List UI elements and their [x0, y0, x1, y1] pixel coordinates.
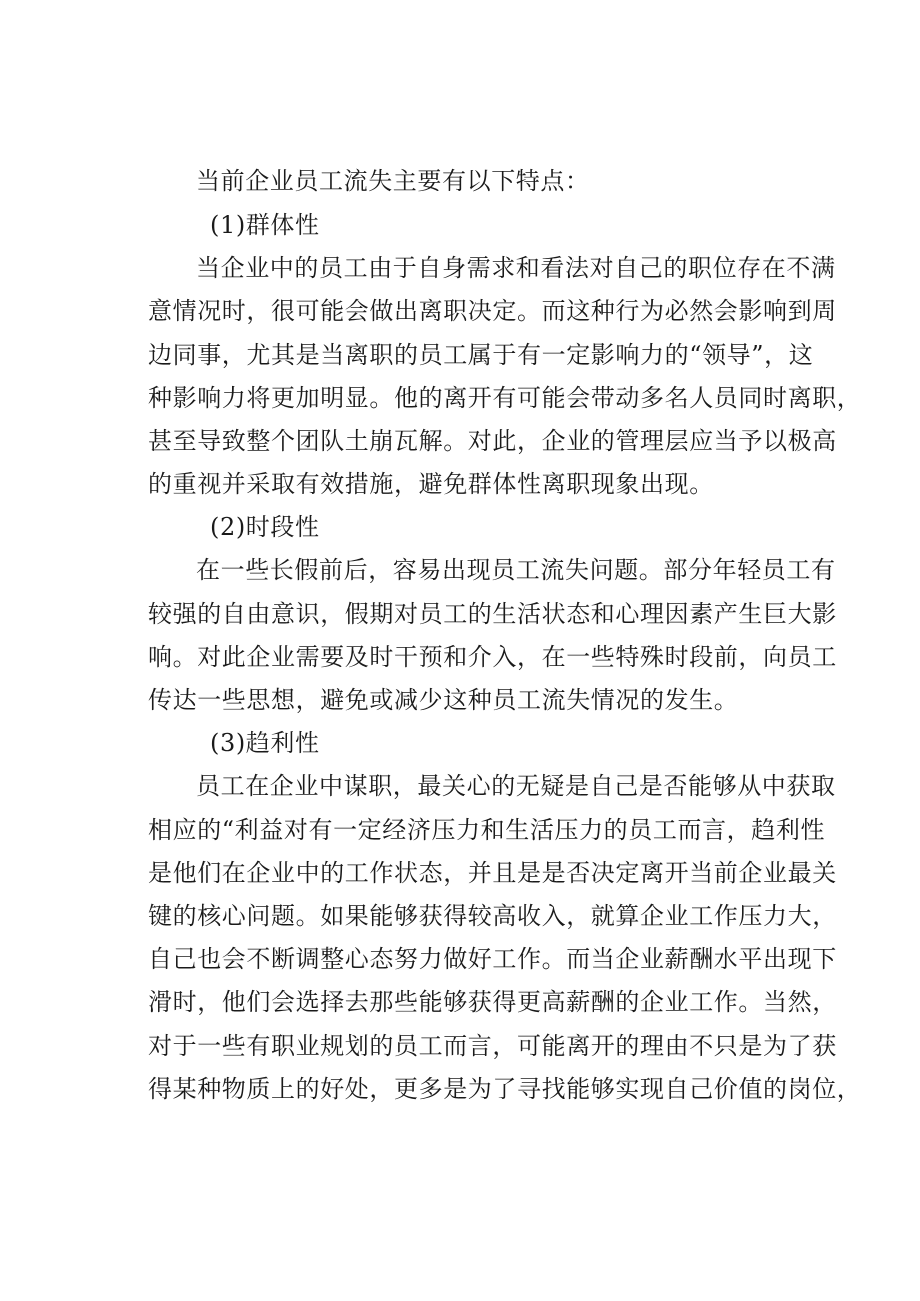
section-heading-profit: (3)趋利性 — [210, 729, 320, 757]
paragraph-line: 较强的自由意识，假期对员工的生活状态和心理因素产生巨大影 — [148, 600, 837, 628]
intro-paragraph: 当前企业员工流失主要有以下特点： — [196, 167, 590, 195]
paragraph-line: 在一些长假前后，容易出现员工流失问题。部分年轻员工有 — [196, 556, 836, 584]
paragraph-line: 对于一些有职业规划的员工而言，可能离开的理由不只是为了获 — [148, 1032, 837, 1060]
paragraph-line: 是他们在企业中的工作状态，并且是是否决定离开当前企业最关 — [148, 859, 837, 887]
paragraph-line: 甚至导致整个团队土崩瓦解。对此，企业的管理层应当予以极高 — [148, 427, 837, 455]
paragraph-line: 键的核心问题。如果能够获得较高收入，就算企业工作压力大， — [148, 902, 837, 930]
paragraph-line: 意情况时，很可能会做出离职决定。而这种行为必然会影响到周 — [148, 297, 837, 325]
paragraph-line: 的重视并采取有效措施，避免群体性离职现象出现。 — [148, 470, 714, 498]
paragraph-line: 得某种物质上的好处，更多是为了寻找能够实现自己价值的岗位， — [148, 1075, 862, 1103]
paragraph-line: 边同事，尤其是当离职的员工属于有一定影响力的“领导”，这 — [148, 341, 814, 369]
paragraph-line: 当企业中的员工由于自身需求和看法对自己的职位存在不满 — [196, 254, 836, 282]
section-heading-period: (2)时段性 — [210, 513, 320, 541]
paragraph-line: 自己也会不断调整心态努力做好工作。而当企业薪酬水平出现下 — [148, 945, 837, 973]
paragraph-line: 员工在企业中谋职，最关心的无疑是自己是否能够从中获取 — [196, 772, 836, 800]
paragraph-line: 滑时，他们会选择去那些能够获得更高薪酬的企业工作。当然， — [148, 988, 837, 1016]
paragraph-line: 相应的“利益对有一定经济压力和生活压力的员工而言，趋利性 — [148, 816, 826, 844]
section-heading-group: (1)群体性 — [210, 211, 320, 239]
paragraph-line: 响。对此企业需要及时干预和介入，在一些特殊时段前，向员工 — [148, 643, 837, 671]
paragraph-line: 传达一些思想，避免或减少这种员工流失情况的发生。 — [148, 686, 739, 714]
paragraph-line: 种影响力将更加明显。他的离开有可能会带动多名人员同时离职， — [148, 384, 862, 412]
